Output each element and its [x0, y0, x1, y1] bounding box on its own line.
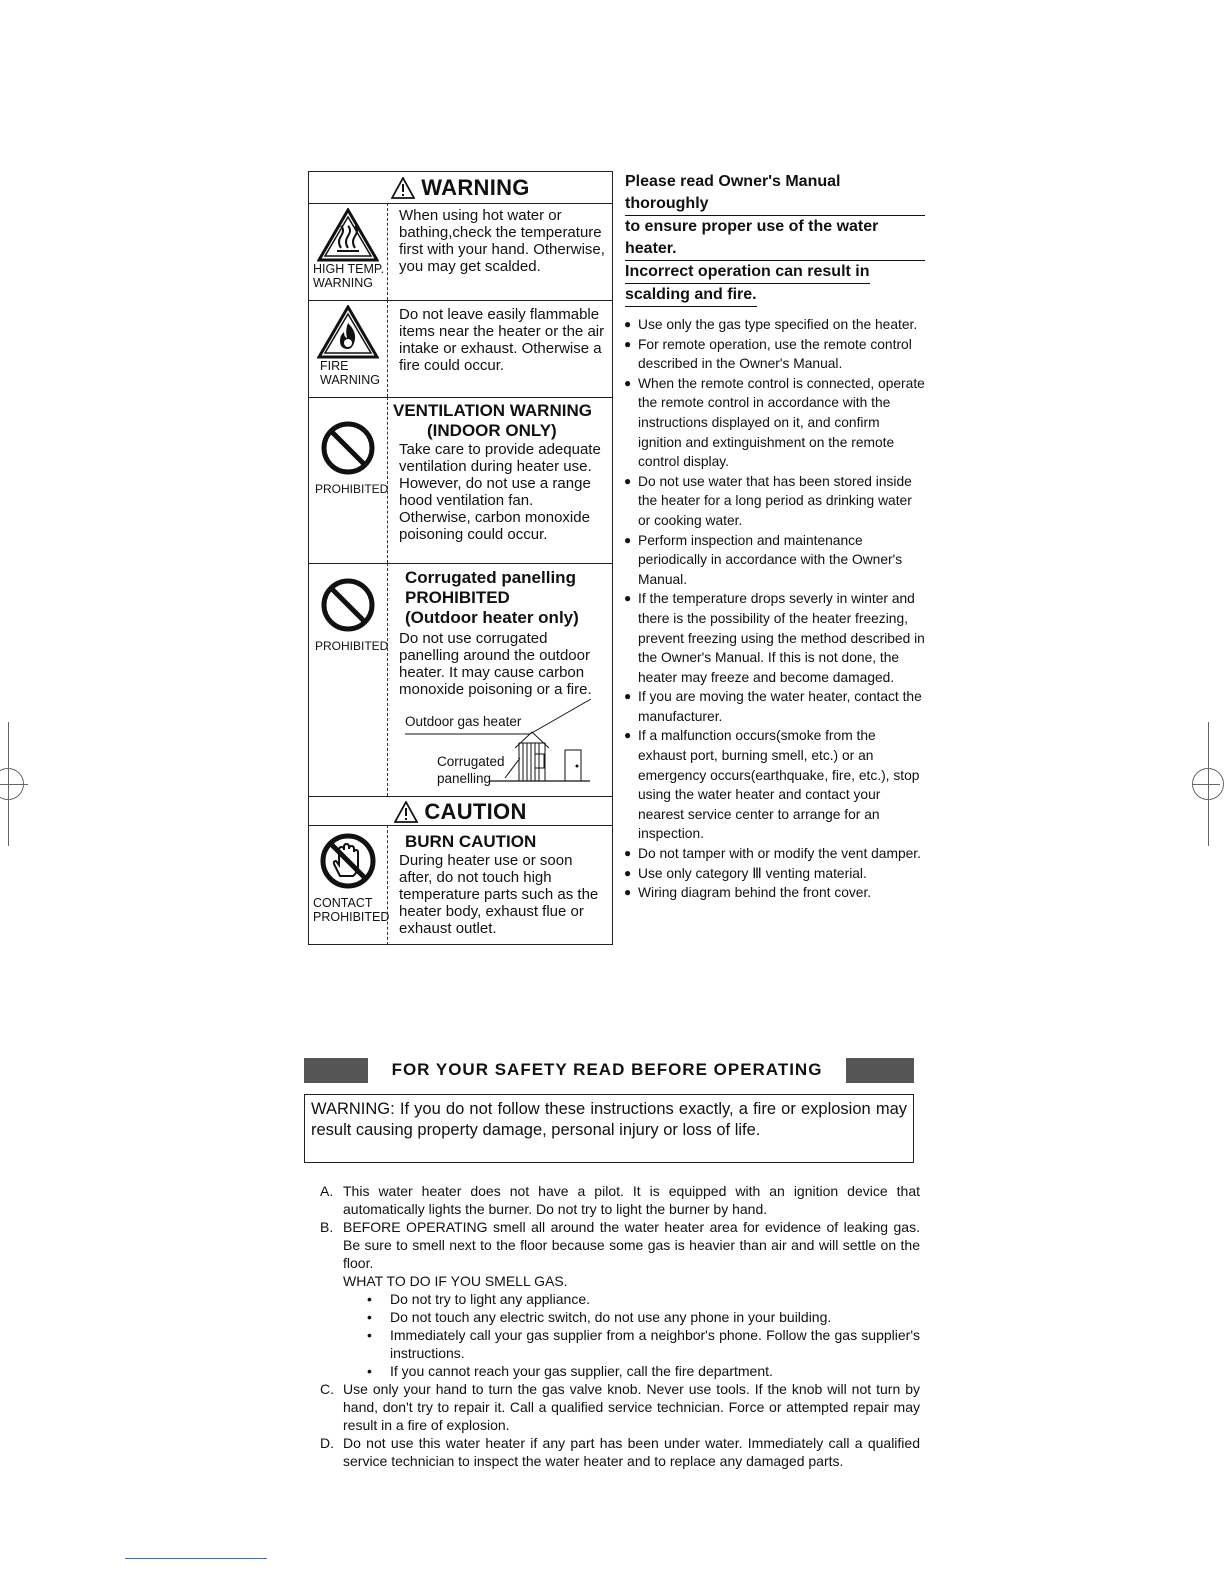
prohibited-label: PROHIBITED [315, 639, 389, 653]
high-temp-text: When using hot water or bathing,check the temperature first with your hand. Otherwise, you may get scalded. [399, 207, 605, 275]
safety-header-title: FOR YOUR SAFETY READ BEFORE OPERATING [391, 1060, 823, 1079]
ventilation-subtitle: (INDOOR ONLY) [427, 421, 557, 440]
burn-block [399, 832, 608, 937]
list-item: • Do not touch any electric switch, do not use any phone in your building. [367, 1308, 920, 1326]
fire-label: FIRE WARNING [320, 359, 380, 387]
list-item: ● Use only category Ⅲ venting material. [625, 864, 925, 884]
section-corrugated [311, 577, 389, 653]
gas-smell-heading: WHAT TO DO IF YOU SMELL GAS. [343, 1273, 568, 1289]
step-d: D. Do not use this water heater if any part has been under water. Immediately call a qualified service technician to inspect the water heater and to replace any damaged parts. [320, 1435, 920, 1469]
safety-steps [320, 1182, 920, 1470]
owners-manual-notes [625, 171, 925, 903]
ventilation-text: Take care to provide adequate ventilation during heater use. However, do not use a range hood ventilation fan. Otherwise, carbon monoxide poisoning could occur. [399, 441, 601, 543]
warning-triangle-icon [391, 177, 415, 199]
corrugated-label: Corrugated panelling [437, 754, 505, 786]
list-item: ● Do not tamper with or modify the vent damper. [625, 844, 925, 864]
ventilation-title: VENTILATION WARNING [393, 401, 592, 420]
high-temp-label: HIGH TEMP. WARNING [313, 262, 385, 290]
list-item: ● When the remote control is connected, operate the remote control in accordance with the instructions displayed on it, and confirm ignition and extinguishment on the remote control display. [625, 374, 925, 472]
section-ventilation [311, 420, 389, 496]
prohibited-label: PROHIBITED [315, 482, 389, 496]
manual-title: Please read Owner's Manual thoroughly to ensure proper use of the water heater. Incorrect operation can result in scalding and fire. [625, 171, 925, 307]
step-a: A. This water heater does not have a pilot. It is equipped with an ignition device that automatically lights the burner. Do not try to light the burner by hand. [320, 1183, 920, 1217]
outdoor-heater-label: Outdoor gas heater [405, 714, 522, 729]
burn-title: BURN CAUTION [405, 832, 537, 851]
list-item: ● If a malfunction occurs(smoke from the exhaust port, burning smell, etc.) or an emergency occurs(earthquake, fire, etc.), stop using the water heater and contact your nearest service center to arrange for an inspection. [625, 726, 925, 844]
gas-smell-list [343, 1290, 920, 1380]
safety-header [304, 1057, 914, 1083]
high-temp-icon [317, 208, 379, 262]
section-burn [311, 832, 390, 924]
corrugated-text: Do not use corrugated panelling around the outdoor heater. It may cause carbon monoxide poisoning or a fire. [399, 630, 592, 698]
fire-icon [317, 305, 379, 359]
no-touch-icon [319, 832, 377, 890]
list-item: ● Wiring diagram behind the front cover. [625, 883, 925, 903]
step-c: C. Use only your hand to turn the gas valve knob. Never use tools. If the knob will not turn by hand, don't try to repair it. Call a qualified service technician. Force or attempted repair may result in a fire of explosion. [320, 1381, 920, 1433]
list-item: ● Use only the gas type specified on the heater. [625, 315, 925, 335]
bullet-list [625, 315, 925, 903]
warning-heading: WARNING [309, 174, 612, 202]
burn-text: During heater use or soon after, do not touch high temperature parts such as the heater body, exhaust flue or exhaust outlet. [399, 852, 599, 937]
list-item: • If you cannot reach your gas supplier, call the fire department. [367, 1362, 920, 1380]
bottom-rule [125, 1558, 267, 1559]
caution-triangle-icon [394, 801, 418, 823]
list-item: ● If the temperature drops severly in winter and there is the possibility of the heater freezing, prevent freezing using the method described in the Owner's Manual. If this is not done, the heater may freeze and become damaged. [625, 589, 925, 687]
section-fire [311, 305, 385, 387]
safety-warning: WARNING: If you do not follow these instructions exactly, a fire or explosion may result causing property damage, personal injury or loss of life. [304, 1094, 914, 1163]
fire-text: Do not leave easily flammable items near the heater or the air intake or exhaust. Otherwise a fire could occur. [399, 306, 605, 374]
list-item: ● For remote operation, use the remote control described in the Owner's Manual. [625, 335, 925, 374]
section-high-temp [311, 208, 385, 290]
contact-prohibited-label: CONTACT PROHIBITED [313, 896, 390, 924]
prohibited-icon [320, 577, 376, 633]
list-item: • Immediately call your gas supplier from a neighbor's phone. Follow the gas supplier's instructions. [367, 1326, 920, 1362]
corrugated-block [399, 568, 608, 698]
prohibited-icon [320, 420, 376, 476]
heater-diagram [405, 698, 600, 788]
list-item: ● If you are moving the water heater, contact the manufacturer. [625, 687, 925, 726]
warning-box [308, 171, 613, 945]
ventilation-block [393, 401, 608, 543]
list-item: • Do not try to light any appliance. [367, 1290, 920, 1308]
step-b: B. BEFORE OPERATING smell all around the water heater area for evidence of leaking gas. Be sure to smell next to the floor because some gas is heavier than air and will settle on the floor. WHAT TO DO IF YOU SMELL GAS. • Do not try to light any appliance. • Do not touch any electric switch, do not use any phone in your building. • Immediately call your gas supplier from a neighbor's phone. Follow the gas supplier's instructions. • If you cannot reach your gas supplier, call the fire department. [320, 1218, 920, 1380]
list-item: ● Do not use water that has been stored inside the heater for a long period as drinking water or cooking water. [625, 472, 925, 531]
caution-heading: CAUTION [309, 798, 612, 825]
corrugated-title: Corrugated panelling PROHIBITED (Outdoor heater only) [405, 568, 579, 627]
list-item: ● Perform inspection and maintenance periodically in accordance with the Owner's Manual. [625, 531, 925, 590]
